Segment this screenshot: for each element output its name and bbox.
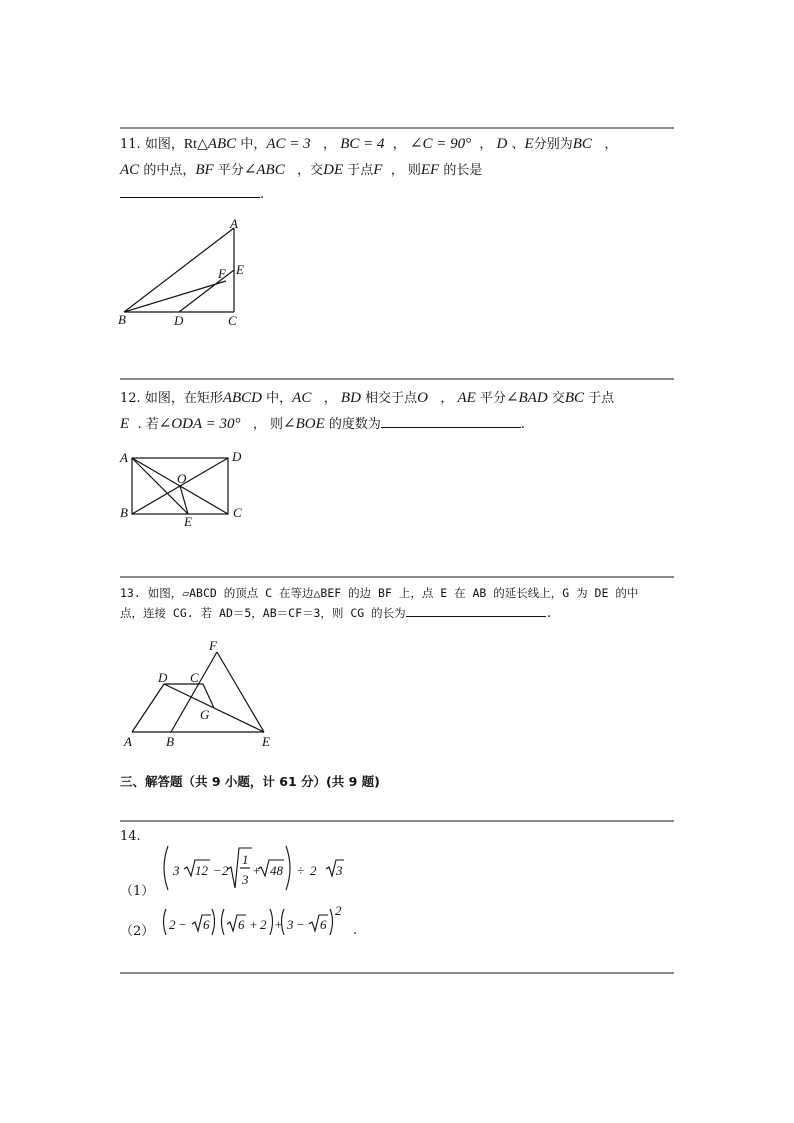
paren-1-left — [164, 909, 167, 935]
label-a: A — [230, 216, 238, 231]
q14-end-period: . — [353, 923, 358, 938]
segment-bf — [124, 281, 226, 312]
label-a: A — [120, 450, 128, 465]
label-f: F — [218, 266, 226, 281]
label-c: C — [233, 505, 242, 520]
svg-text:+: + — [274, 917, 283, 932]
label-b: B — [166, 734, 174, 749]
paren-1-right — [212, 909, 215, 935]
segment-cg — [203, 684, 214, 708]
q13-top-rule — [120, 576, 674, 578]
label-d: D — [158, 670, 168, 685]
section-heading: 三、解答题（共 9 小题，计 61 分）(共 9 题) — [120, 774, 380, 789]
paren-2-left — [222, 909, 225, 935]
q14-part2-label: （2） — [120, 924, 155, 939]
svg-text:÷: ÷ — [297, 863, 305, 878]
answer-blank[interactable] — [120, 183, 260, 198]
q12-text-line2: E . 若∠ODA = 30° ， 则∠BOE 的度数为 . — [120, 413, 525, 435]
q14-bottom-rule — [120, 972, 674, 974]
label-e: E — [262, 734, 270, 749]
q13-text-line1: 13. 如图，▱ABCD 的顶点 C 在等边△BEF 的边 BF 上，点 E 在 AB 的延长线上，G 为 DE 的中 — [120, 586, 639, 600]
svg-text:6: 6 — [203, 917, 210, 932]
svg-text:+: + — [252, 863, 261, 878]
q13-figure — [118, 636, 278, 756]
svg-text:2: 2 — [310, 863, 317, 878]
svg-text:−: − — [178, 917, 187, 932]
svg-text:−: − — [296, 917, 305, 932]
q14-expression-1 — [158, 842, 348, 898]
svg-text:2: 2 — [222, 863, 229, 878]
svg-text:3: 3 — [336, 863, 343, 878]
q12-top-rule — [120, 378, 674, 380]
label-c: C — [228, 313, 237, 328]
q11-figure — [112, 216, 262, 336]
q13-text-line2: 点，连接 CG. 若 AD＝5，AB＝CF＝3，则 CG 的长为 . — [120, 602, 553, 623]
svg-text:3: 3 — [242, 872, 249, 887]
q12-figure — [116, 446, 256, 534]
svg-text:−: − — [213, 863, 222, 878]
answer-blank[interactable] — [381, 413, 521, 428]
q14-top-rule — [120, 820, 674, 822]
label-g: G — [200, 707, 210, 722]
question-number: 12. — [120, 391, 141, 406]
segment-bf — [171, 652, 217, 732]
label-d: D — [232, 449, 242, 464]
svg-text:2: 2 — [335, 903, 342, 918]
question-number: 11. — [120, 137, 141, 152]
q12-text-line1: 12. 如图，在矩形ABCD 中，AC ， BD 相交于点O ， AE 平分∠BAD 交BC 于点 — [120, 390, 615, 406]
label-b: B — [120, 505, 128, 520]
segment-ad — [132, 684, 164, 732]
q11-answer-line: . — [120, 183, 264, 205]
label-e: E — [236, 262, 244, 277]
segment-fe — [217, 652, 264, 732]
answer-blank[interactable] — [406, 602, 546, 617]
label-f: F — [209, 638, 217, 653]
paren-2-right — [270, 909, 273, 935]
svg-text:6: 6 — [320, 917, 327, 932]
svg-text:3: 3 — [287, 917, 294, 932]
svg-text:6: 6 — [238, 917, 245, 932]
svg-text:48: 48 — [270, 863, 283, 878]
q14-part1-label: （1） — [120, 884, 155, 899]
label-e: E — [184, 514, 192, 529]
svg-text:1: 1 — [242, 852, 249, 867]
label-c: C — [190, 670, 199, 685]
q14-number: 14. — [120, 829, 141, 844]
svg-text:2: 2 — [169, 917, 176, 932]
q11-text-line1: 11. 如图，Rt△ABC 中，AC = 3 ， BC = 4 ， ∠C = 90° ， D 、E分别为BC ， — [120, 136, 618, 152]
label-o: O — [177, 471, 187, 486]
q14-expression-2 — [158, 903, 368, 947]
svg-text:2: 2 — [260, 917, 267, 932]
svg-text:+: + — [249, 917, 258, 932]
q11-top-rule — [120, 127, 674, 129]
label-b: B — [118, 312, 126, 327]
label-a: A — [124, 734, 132, 749]
label-d: D — [174, 313, 184, 328]
paren-3-right — [330, 909, 333, 935]
right-paren-large — [286, 846, 290, 890]
left-paren-large — [164, 846, 168, 890]
svg-text:12: 12 — [195, 863, 208, 878]
q11-text-line2: AC 的中点，BF 平分∠ABC ，交DE 于点F ， 则EF 的长是 — [120, 162, 483, 178]
svg-text:3: 3 — [173, 863, 180, 878]
